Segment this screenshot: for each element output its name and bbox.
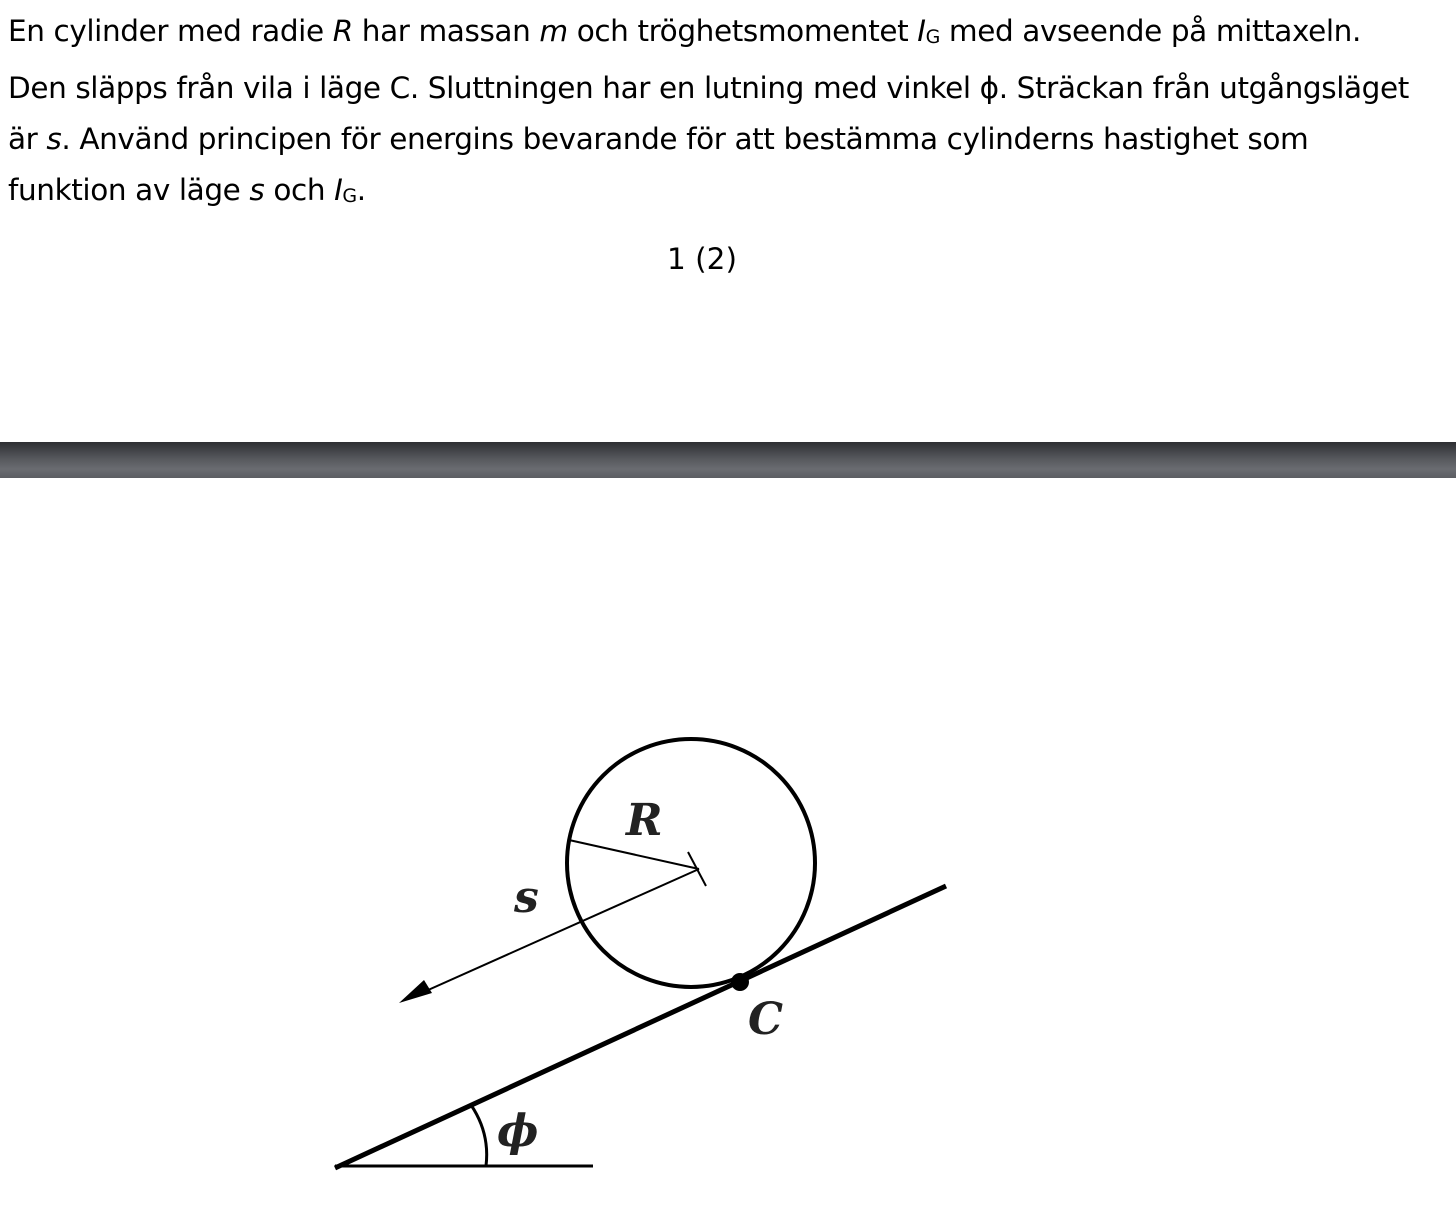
label-C: C <box>748 994 784 1045</box>
cylinder <box>567 739 815 987</box>
page-2-top-area <box>0 478 1456 1210</box>
incline-cylinder-figure <box>0 478 1456 1210</box>
page-separator <box>0 442 1456 478</box>
label-phi: ϕ <box>497 1106 539 1157</box>
contact-point <box>731 973 749 991</box>
page-1-bottom-area <box>0 0 1456 442</box>
problem-line-4: funktion av läge s och IG. <box>8 173 366 207</box>
problem-statement <box>8 6 1448 222</box>
problem-line-1: En cylinder med radie R har massan m och tröghetsmomentet IG med avseende på mittaxeln. <box>8 14 1361 48</box>
label-s: s <box>514 872 539 923</box>
incline-line <box>335 886 946 1168</box>
displacement-arrowhead <box>399 980 432 1003</box>
problem-line-3: är s. Använd principen för energins bevarande för att bestämma cylinderns hastighet som <box>8 122 1309 156</box>
page-number: 1 (2) <box>667 242 737 276</box>
angle-arc <box>471 1105 487 1166</box>
problem-line-2: Den släpps från vila i läge C. Sluttningen har en lutning med vinkel ϕ. Sträckan från utgångsläget <box>8 71 1409 105</box>
displacement-line <box>408 869 699 999</box>
label-R: R <box>626 795 663 846</box>
